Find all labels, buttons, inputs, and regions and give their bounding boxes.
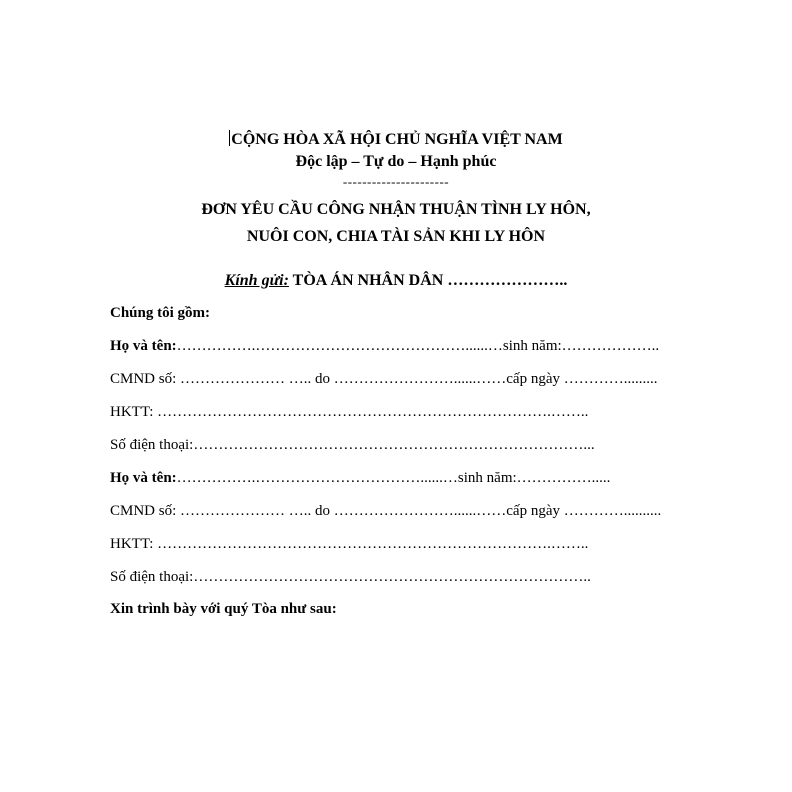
person2-id-date-field[interactable]: ………….......... [560, 503, 662, 519]
person2-id-date-label: cấp ngày [506, 503, 560, 519]
person1-name-row [110, 338, 659, 355]
person1-address-row [110, 404, 588, 421]
person2-phone-field[interactable]: …………………………………………………………………….. [193, 569, 591, 585]
person1-birth-field[interactable]: ……………….. [561, 338, 660, 354]
person1-id-label: CMND số: [110, 371, 177, 387]
person2-name-label: Họ và tên: [110, 470, 177, 486]
person1-name-field[interactable]: …………….……………………………………......… [176, 338, 503, 354]
person2-name-row [110, 470, 610, 487]
person1-phone-label: Số điện thoại: [110, 437, 194, 453]
person1-id-date-label: cấp ngày [506, 371, 560, 387]
person1-phone-row [110, 437, 595, 454]
person1-address-label: HKTT: [110, 404, 154, 420]
person2-id-label: CMND số: [110, 503, 177, 519]
recipient-value: TÒA ÁN NHÂN DÂN ………………….. [288, 272, 568, 289]
person1-name-label: Họ và tên: [110, 338, 177, 354]
national-title-text: CỘNG HÒA XÃ HỘI CHỦ NGHĨA VIỆT NAM [231, 131, 563, 148]
person2-address-row [110, 536, 588, 553]
document-title-line-2: NUÔI CON, CHIA TÀI SẢN KHI LY HÔN [246, 228, 546, 245]
person1-id-row [110, 371, 658, 388]
person2-id-field[interactable]: ………………… ….. do ……………………......…… [176, 503, 507, 519]
closing-text: Xin trình bày với quý Tòa như sau: [110, 601, 337, 617]
intro-text: Chúng tôi gồm: [110, 305, 211, 321]
person2-birth-label: sinh năm: [457, 470, 517, 486]
person2-id-row [110, 503, 661, 520]
person2-phone-label: Số điện thoại: [110, 569, 194, 585]
person1-id-field[interactable]: ………………… ….. do ……………………......…… [176, 371, 507, 387]
person2-address-field[interactable]: …………………………………………………………………….…….. [153, 536, 589, 552]
person1-id-date-field[interactable]: …………......... [560, 371, 658, 387]
motto: Độc lập – Tự do – Hạnh phúc [295, 153, 497, 170]
person2-birth-field[interactable]: ……………..... [516, 470, 611, 486]
recipient-label: Kính gửi: [224, 272, 289, 289]
document-title-line-1: ĐƠN YÊU CẦU CÔNG NHẬN THUẬN TÌNH LY HÔN, [201, 201, 591, 218]
person2-address-label: HKTT: [110, 536, 154, 552]
person2-name-field[interactable]: …………….……………………………......… [176, 470, 458, 486]
header-separator: ---------------------- [342, 174, 450, 189]
person1-phone-field[interactable]: ……………………………………………………………………... [193, 437, 595, 453]
recipient-line [0, 272, 792, 290]
person2-phone-row [110, 569, 591, 586]
national-title [0, 130, 792, 149]
person1-birth-label: sinh năm: [502, 338, 562, 354]
person1-address-field[interactable]: …………………………………………………………………….…….. [153, 404, 589, 420]
